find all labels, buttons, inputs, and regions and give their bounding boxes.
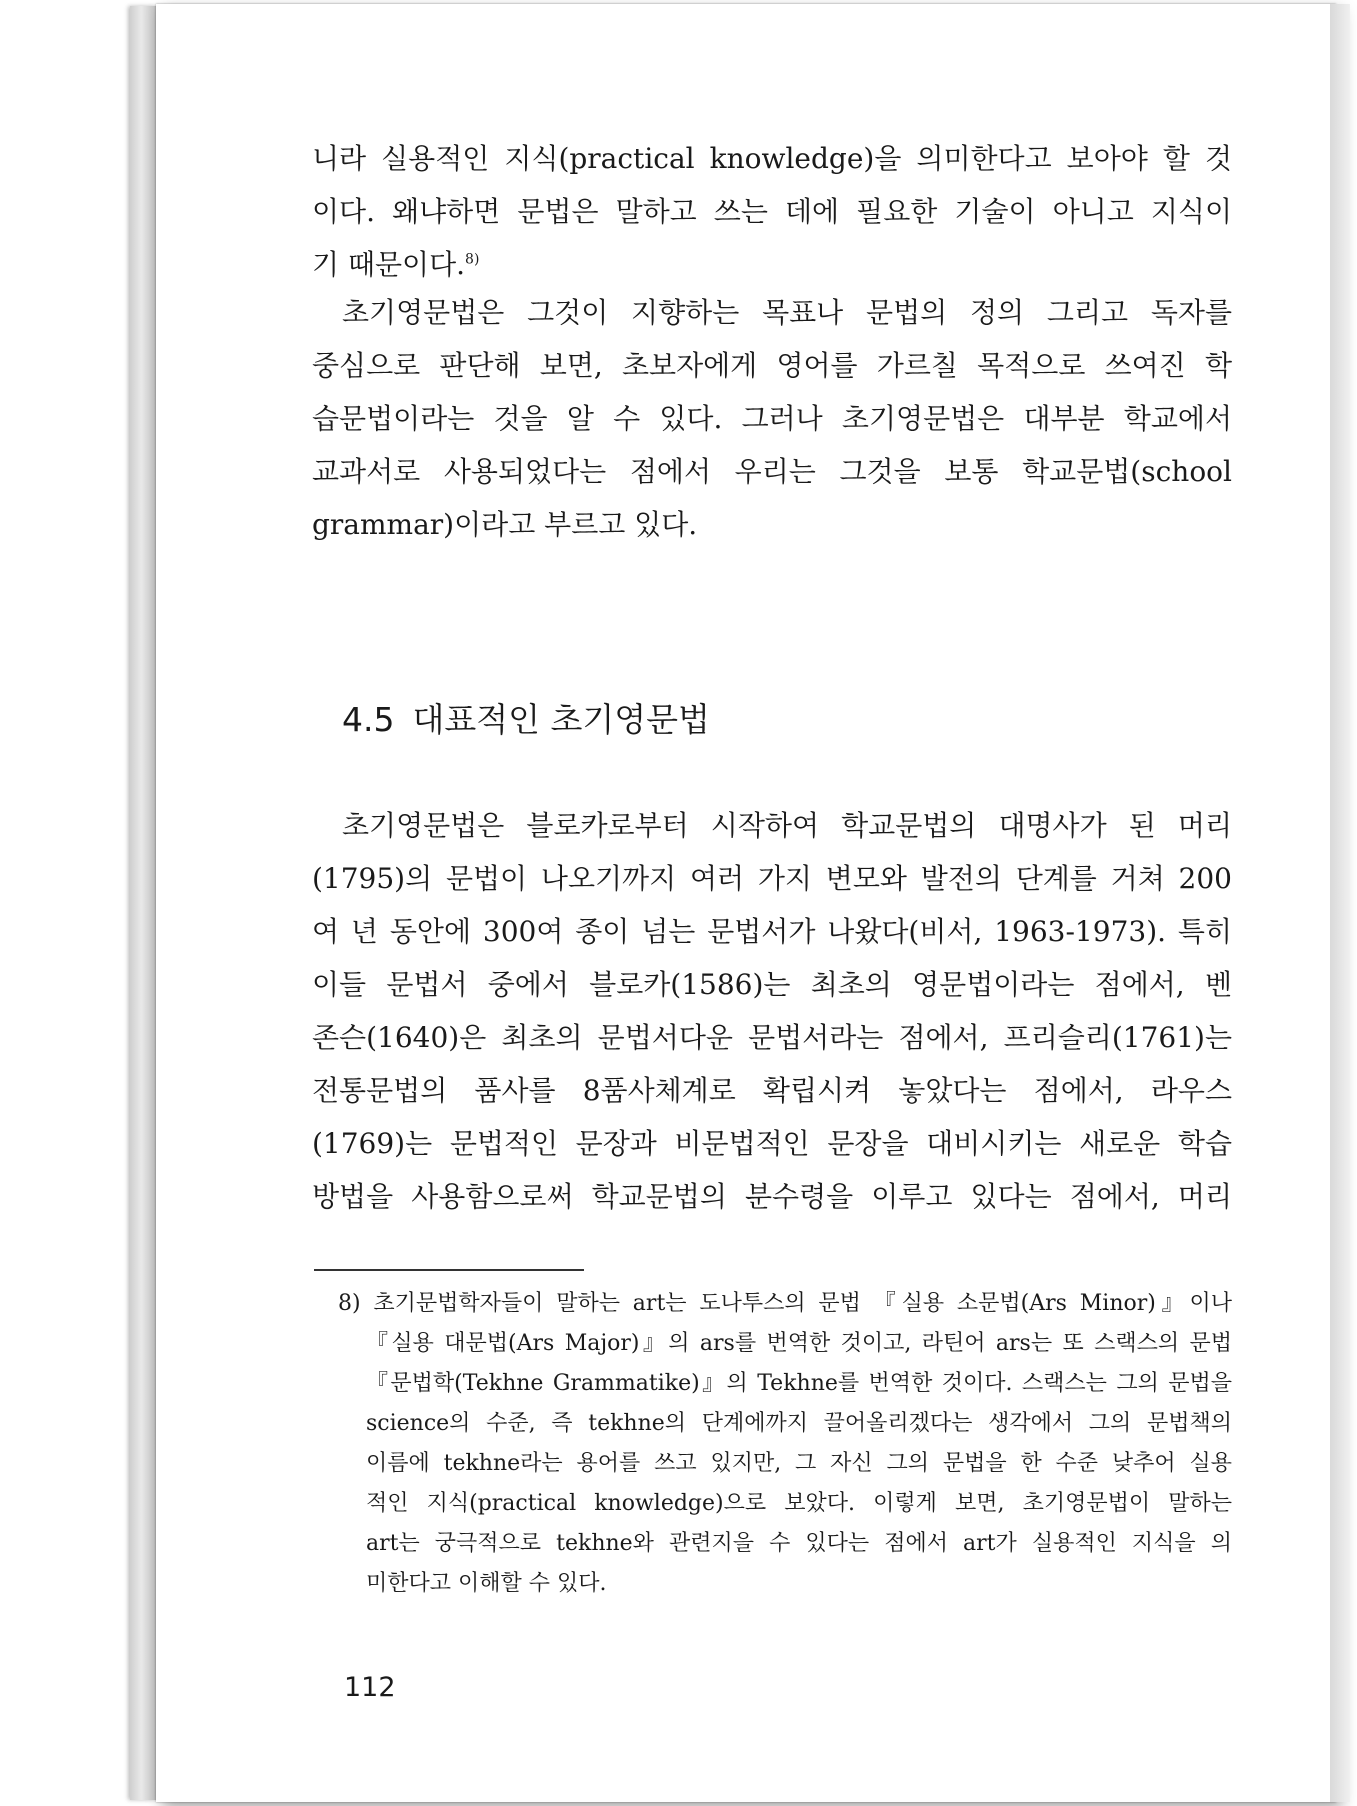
paragraph-2-line-2: 중심으로 판단해 보면, 초보자에게 영어를 가르칠 목적으로 쓰여진 학 <box>312 349 1232 382</box>
footnote-line-6: 적인 지식(practical knowledge)으로 보았다. 이렇게 보면, 초기영문법이 말하는 <box>366 1491 1232 1516</box>
paragraph-2 <box>312 286 1232 551</box>
paragraph-1-line-1: 니라 실용적인 지식(practical knowledge)을 의미한다고 보아야 할 것 <box>312 142 1232 175</box>
paragraph-1 <box>312 132 1232 291</box>
section-heading <box>342 694 710 741</box>
paragraph-2-line-4: 교과서로 사용되었다는 점에서 우리는 그것을 보통 학교문법(school <box>312 455 1232 488</box>
paragraph-3-line-7: (1769)는 문법적인 문장과 비문법적인 문장을 대비시키는 새로운 학습 <box>312 1127 1232 1160</box>
footnote-line-3: 『문법학(Tekhne Grammatike)』의 Tekhne를 번역한 것이다. 스랙스는 그의 문법을 <box>366 1371 1232 1396</box>
paragraph-3-line-5: 존슨(1640)은 최초의 문법서다운 문법서라는 점에서, 프리슬리(1761)는 <box>312 1021 1232 1054</box>
footnote-line-7: art는 궁극적으로 tekhne와 관련지을 수 있다는 점에서 art가 실용적인 지식을 의 <box>366 1531 1232 1556</box>
section-title: 대표적인 초기영문법 <box>412 700 710 739</box>
footnote-line-4: science의 수준, 즉 tekhne의 단계에까지 끌어올리겠다는 생각에서 그의 문법책의 <box>366 1411 1232 1436</box>
paragraph-1-line-3-text: 기 때문이다. <box>312 248 466 281</box>
paragraph-1-line-2: 이다. 왜냐하면 문법은 말하고 쓰는 데에 필요한 기술이 아니고 지식이 <box>312 195 1232 228</box>
footnote-line-8: 미한다고 이해할 수 있다. <box>366 1571 607 1596</box>
page-number: 112 <box>344 1672 396 1703</box>
paragraph-3-line-6: 전통문법의 품사를 8품사체계로 확립시켜 놓았다는 점에서, 라우스 <box>312 1074 1232 1107</box>
paragraph-3-line-1: 초기영문법은 블로카로부터 시작하여 학교문법의 대명사가 된 머리 <box>342 809 1232 842</box>
book-page <box>156 4 1336 1802</box>
footnote-line-1: 8) 초기문법학자들이 말하는 art는 도나투스의 문법 『실용 소문법(Ars Minor)』이나 <box>338 1291 1232 1316</box>
paragraph-1-line-3 <box>312 238 1232 291</box>
paragraph-3-line-4: 이들 문법서 중에서 블로카(1586)는 최초의 영문법이라는 점에서, 벤 <box>312 968 1232 1001</box>
book-spine <box>130 6 158 1800</box>
footnote-divider <box>314 1269 584 1271</box>
footnote-line-2: 『실용 대문법(Ars Major)』의 ars를 번역한 것이고, 라틴어 ars는 또 스랙스의 문법 <box>366 1331 1232 1356</box>
footnote-reference: 8) <box>465 251 480 268</box>
footnote-line-5: 이름에 tekhne라는 용어를 쓰고 있지만, 그 자신 그의 문법을 한 수준 낮추어 실용 <box>366 1451 1232 1476</box>
paragraph-3 <box>312 799 1232 1223</box>
paragraph-3-line-2: (1795)의 문법이 나오기까지 여러 가지 변모와 발전의 단계를 거쳐 200 <box>312 862 1232 895</box>
footnote-8 <box>338 1284 1232 1604</box>
paragraph-2-line-3: 습문법이라는 것을 알 수 있다. 그러나 초기영문법은 대부분 학교에서 <box>312 402 1232 435</box>
paragraph-3-line-3: 여 년 동안에 300여 종이 넘는 문법서가 나왔다(비서, 1963-1973). 특히 <box>312 915 1232 948</box>
paragraph-3-line-8: 방법을 사용함으로써 학교문법의 분수령을 이루고 있다는 점에서, 머리 <box>312 1180 1232 1213</box>
paragraph-2-line-5: grammar)이라고 부르고 있다. <box>312 508 698 541</box>
section-number: 4.5 <box>342 700 395 739</box>
page-edge <box>1330 4 1350 1802</box>
paragraph-2-line-1: 초기영문법은 그것이 지향하는 목표나 문법의 정의 그리고 독자를 <box>342 296 1232 329</box>
